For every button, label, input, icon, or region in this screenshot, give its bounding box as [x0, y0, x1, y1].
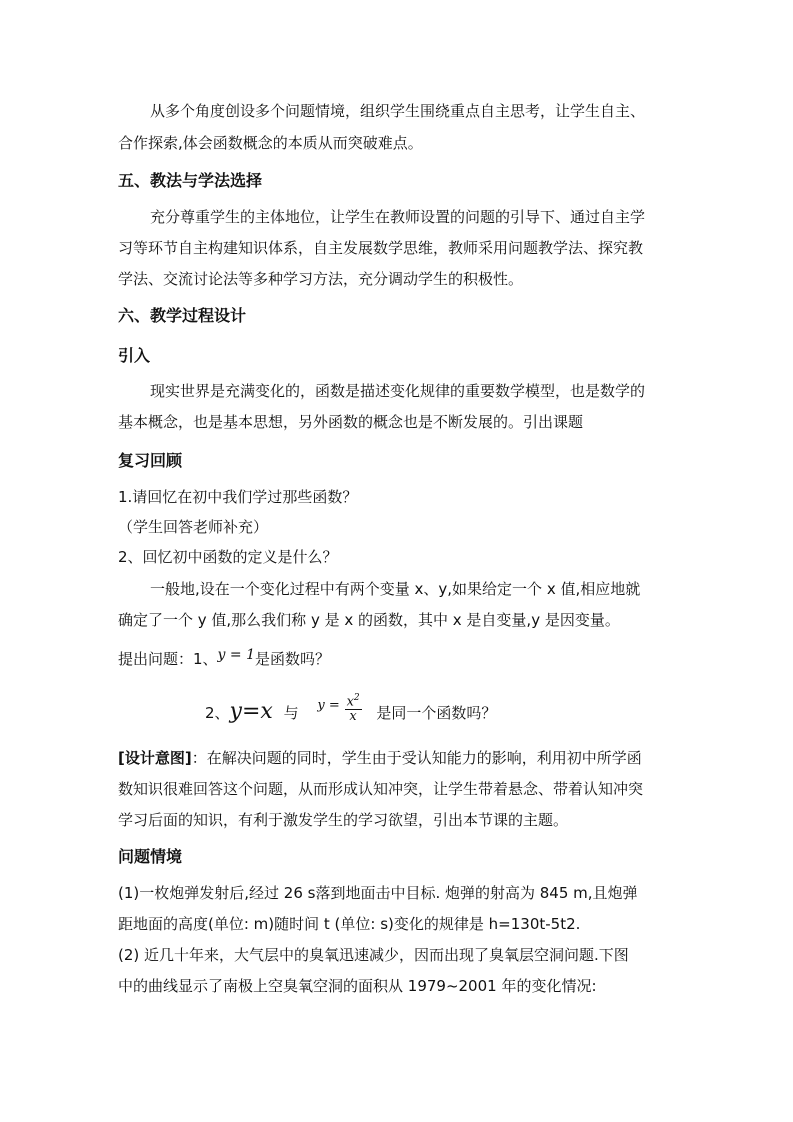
compare-question-line — [205, 690, 496, 734]
item2-prefix: 2、 — [205, 704, 230, 722]
fraction-numerator: $x^2$ — [346, 692, 360, 710]
paragraph-line: 合作探索,体会函数概念的本质从而突破难点。 — [118, 134, 423, 152]
raise-suffix: 是函数吗？ — [255, 650, 331, 668]
fraction-x-squared-over-x — [345, 691, 362, 724]
item2-suffix: 是同一个函数吗？ — [376, 704, 497, 722]
paragraph-line: 一般地,设在一个变化过程中有两个变量 x、y,如果给定一个 x 值,相应地就 — [150, 580, 641, 598]
question-line: 2、回忆初中函数的定义是什么？ — [118, 548, 338, 566]
section-heading: 六、教学过程设计 — [118, 306, 247, 325]
question-line: 1.请回忆在初中我们学过那些函数？ — [118, 488, 358, 506]
paragraph-line: (1)一枚炮弹发射后,经过 26 s落到地面击中目标. 炮弹的射高为 845 m,且炮弹 — [118, 884, 638, 902]
paragraph-line: 从多个角度创设多个问题情境，组织学生围绕重点自主思考，让学生自主、 — [150, 102, 646, 120]
paragraph-line: 学习后面的知识，有利于激发学生的学习欲望，引出本节课的主题。 — [118, 811, 569, 829]
item2-mid: 与 — [283, 704, 299, 722]
paragraph-line: 学法、交流讨论法等多种学习方法，充分调动学生的积极性。 — [118, 270, 524, 288]
design-intent-text: ：在解决问题的同时，学生由于受认知能力的影响，利用初中所学函 — [191, 749, 642, 767]
paragraph-line: 充分尊重学生的主体地位，让学生在教师设置的问题的引导下、通过自主学 — [150, 208, 646, 226]
subsection-heading: 引入 — [118, 346, 151, 365]
design-intent-label: [设计意图] — [118, 749, 192, 767]
equation-lhs: y = — [317, 698, 340, 713]
section-heading: 五、教法与学法选择 — [118, 171, 263, 190]
subsection-heading: 问题情境 — [118, 847, 183, 866]
paragraph-line: 确定了一个 y 值,那么我们称 y 是 x 的函数，其中 x 是自变量,y 是因变量。 — [118, 611, 620, 629]
subsection-heading: 复习回顾 — [118, 451, 183, 470]
equation-y-equals-x: y=x — [229, 699, 273, 724]
design-intent-line — [118, 747, 642, 769]
paragraph-line: 数知识很难回答这个问题，从而形成认知冲突，让学生带着悬念、带着认知冲突 — [118, 780, 644, 798]
paragraph-line: (2) 近几十年来，大气层中的臭氧迅速减少，因而出现了臭氧层空洞问题.下图 — [118, 946, 629, 964]
raise-prefix: 提出问题：1、 — [118, 650, 218, 668]
paragraph-line: 现实世界是充满变化的，函数是描述变化规律的重要数学模型，也是数学的 — [150, 382, 646, 400]
paragraph-line: 基本概念，也是基本思想，另外函数的概念也是不断发展的。引出课题 — [118, 413, 584, 431]
equation-y-equals-1: y = 1 — [217, 647, 255, 663]
raise-question-line — [118, 648, 330, 671]
paragraph-line: 中的曲线显示了南极上空臭氧空洞的面积从 1979~2001 年的变化情况: — [118, 977, 597, 995]
paragraph-line: 距地面的高度(单位: m)随时间 t (单位: s)变化的规律是 h=130t-5t2. — [118, 915, 581, 933]
paragraph-line: 习等环节自主构建知识体系，自主发展数学思维，教师采用问题教学法、探究教 — [118, 239, 644, 257]
question-note: （学生回答老师补充） — [118, 518, 269, 536]
fraction-denominator: x — [349, 709, 357, 725]
